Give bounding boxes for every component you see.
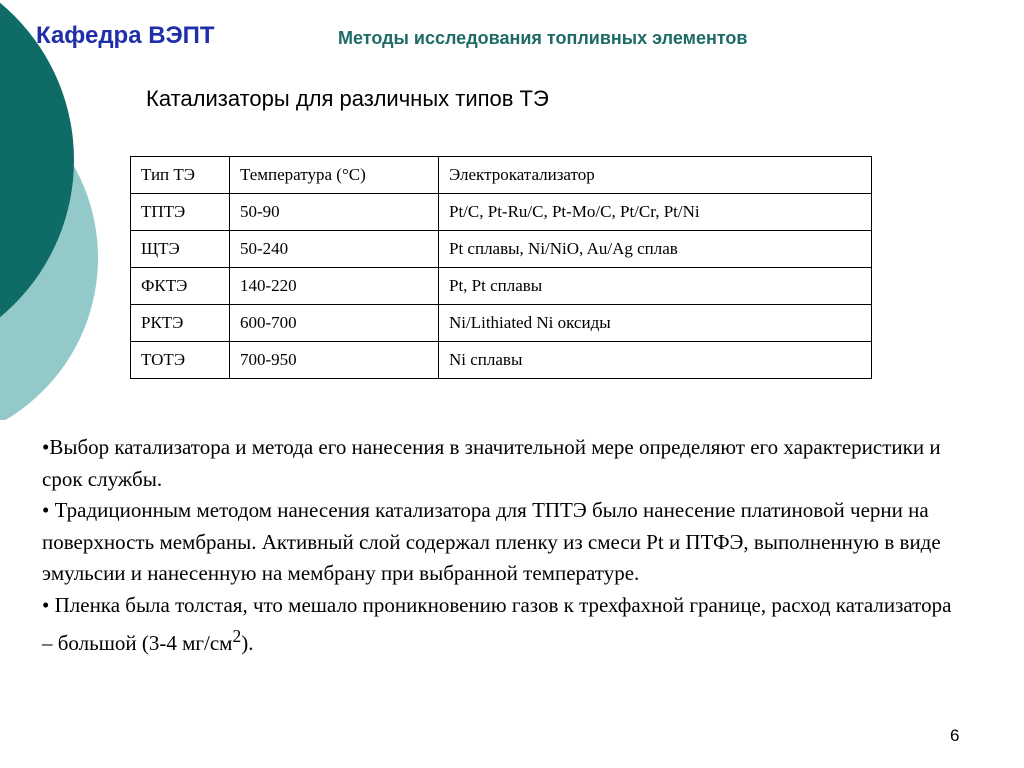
decorative-circles: [0, 0, 120, 420]
table-cell: ЩТЭ: [131, 231, 230, 268]
table-row: [131, 268, 872, 305]
bullet-item: [42, 590, 962, 660]
table-row: [131, 231, 872, 268]
header-cell: Электрокатализатор: [439, 157, 872, 194]
table-cell: Pt сплавы, Ni/NiO, Au/Ag сплав: [439, 231, 872, 268]
course-title: Методы исследования топливных элементов: [338, 28, 748, 48]
table-row: [131, 342, 872, 379]
bullet-text: • Пленка была толстая, что мешало проникновению газов к трехфахной границе, расход катализатора – большой (3-4 мг/см: [42, 592, 952, 655]
table-cell: 600-700: [230, 305, 439, 342]
table-row: [131, 305, 872, 342]
table-row: [131, 194, 872, 231]
table-cell: ФКТЭ: [131, 268, 230, 305]
table-cell: 50-240: [230, 231, 439, 268]
table-cell: Pt/C, Pt-Ru/C, Pt-Mo/C, Pt/Cr, Pt/Ni: [439, 194, 872, 231]
table-cell: ТПТЭ: [131, 194, 230, 231]
table-cell: 700-950: [230, 342, 439, 379]
table-cell: Pt, Pt сплавы: [439, 268, 872, 305]
bullet-item: • Традиционным методом нанесения катализатора для ТПТЭ было нанесение платиновой черни на поверхность мембраны. Активный слой содержал пленку из смеси Pt и ПТФЭ, выполненную в виде эмульсии и нанесенную на мембрану при выбранной температуре.: [42, 498, 941, 585]
department-title: Кафедра ВЭПТ: [36, 22, 215, 49]
page-number: 6: [950, 726, 960, 745]
catalyst-table: [130, 156, 872, 379]
header-cell: Температура (°С): [230, 157, 439, 194]
table-cell: РКТЭ: [131, 305, 230, 342]
table-cell: 140-220: [230, 268, 439, 305]
superscript: 2: [232, 626, 242, 646]
table-cell: Ni/Lithiated Ni оксиды: [439, 305, 872, 342]
table-header-row: [131, 157, 872, 194]
bullet-list: [42, 432, 962, 660]
bullet-item: •Выбор катализатора и метода его нанесения в значительной мере определяют его характеристики и срок службы.: [42, 435, 941, 491]
table-cell: ТОТЭ: [131, 342, 230, 379]
header-cell: Тип ТЭ: [131, 157, 230, 194]
table-cell: 50-90: [230, 194, 439, 231]
slide-heading: Катализаторы для различных типов ТЭ: [146, 86, 549, 111]
table-cell: Ni сплавы: [439, 342, 872, 379]
bullet-text-end: ).: [241, 631, 254, 655]
